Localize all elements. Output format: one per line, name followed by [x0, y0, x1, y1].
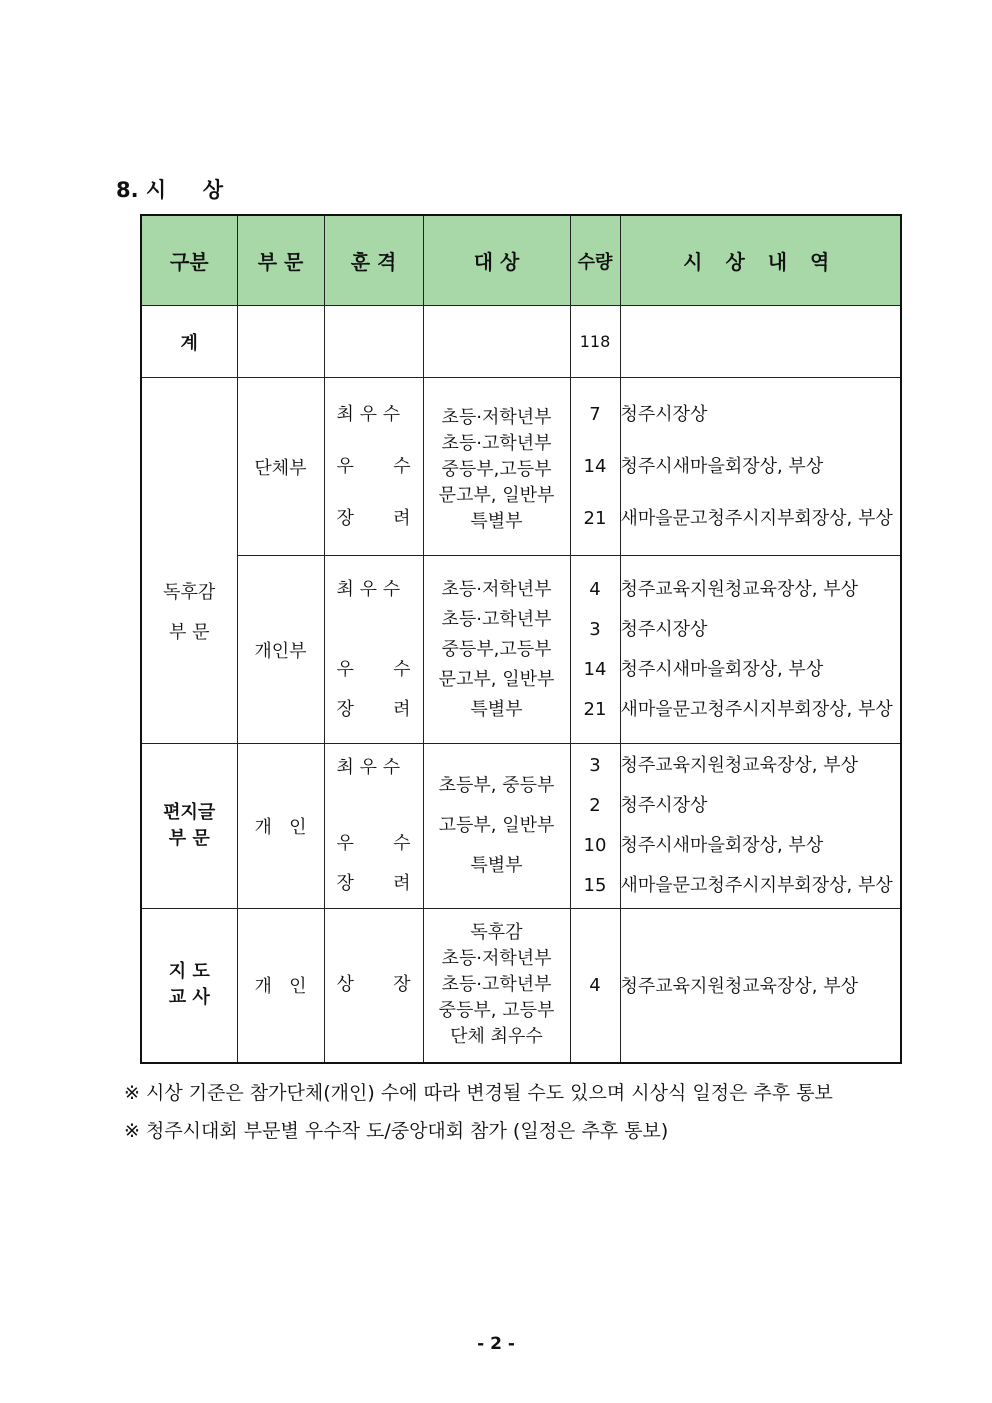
- grade-line: [325, 447, 423, 487]
- grade-text: 우: [336, 658, 354, 680]
- target-line: 중등부,고등부: [441, 458, 552, 480]
- count-line: 21: [583, 698, 607, 720]
- total-label: 계: [141, 306, 237, 378]
- letter-targets: [423, 744, 570, 909]
- target-line: 초등·저학년부: [441, 406, 552, 428]
- target-line: 중등부, 고등부: [438, 1000, 555, 1022]
- target-line: 독후감: [470, 922, 523, 944]
- teacher-section-label: [141, 909, 237, 1063]
- grade-line: [325, 650, 423, 690]
- award-line: 청주시새마을회장상, 부상: [620, 835, 824, 856]
- section-name-line: 부 문: [168, 828, 210, 849]
- grade-line: [325, 824, 423, 864]
- award-line: 청주시장상: [620, 618, 708, 640]
- award-line: 청주시장상: [620, 403, 708, 425]
- grade-text: 려: [393, 873, 411, 894]
- header-category: 구분: [141, 215, 237, 306]
- count-line: 14: [583, 658, 607, 680]
- award-line: 청주교육지원청교육장상, 부상: [620, 578, 858, 600]
- award-line: 청주시새마을회장상, 부상: [620, 455, 824, 477]
- header-award: 시 상 내 역: [620, 215, 901, 306]
- grade-line: [325, 395, 423, 435]
- section-name-line: 독후감: [163, 581, 216, 603]
- target-line: 초등부, 중등부: [438, 775, 555, 796]
- page-number: - 2 -: [477, 1334, 515, 1354]
- teacher-award: 청주교육지원청교육장상, 부상: [620, 909, 901, 1063]
- award-line: 청주시장상: [620, 795, 708, 816]
- target-line: 문고부, 일반부: [438, 668, 555, 690]
- grade-text: 장: [393, 974, 411, 996]
- header-count: 수량: [570, 215, 620, 306]
- grade-line: [325, 499, 423, 539]
- grade-text: 장: [336, 507, 354, 529]
- individual-targets: [423, 556, 570, 744]
- grade-text: 수: [393, 833, 411, 854]
- teacher-grade: [324, 909, 423, 1063]
- total-empty: [324, 306, 423, 378]
- grade-text: 우: [336, 455, 354, 477]
- grade-text: 최 우 수: [336, 578, 401, 600]
- count-line: 15: [583, 875, 607, 896]
- grade-line: [325, 965, 423, 1005]
- individual-counts: [570, 556, 620, 744]
- grade-line: [325, 864, 423, 904]
- grade-line: [325, 690, 423, 730]
- reading-individual-row: [141, 556, 901, 744]
- award-line: 새마을문고청주시지부회장상, 부상: [620, 698, 893, 720]
- header-grade: 훈 격: [324, 215, 423, 306]
- teacher-row: [141, 909, 901, 1063]
- notes: [124, 1074, 833, 1150]
- letter-counts: [570, 744, 620, 909]
- group-awards: [620, 378, 901, 556]
- total-row: [141, 306, 901, 378]
- target-line: 문고부, 일반부: [438, 484, 555, 506]
- grade-text: 려: [393, 698, 411, 720]
- header-division: 부 문: [237, 215, 324, 306]
- count-line: 3: [589, 618, 601, 640]
- count-line: 10: [583, 835, 607, 856]
- teacher-count: 4: [570, 909, 620, 1063]
- section-heading: 8. 시 상: [116, 178, 224, 202]
- note-line: ※ 시상 기준은 참가단체(개인) 수에 따라 변경될 수도 있으며 시상식 일정은 추후 통보: [124, 1082, 833, 1104]
- award-line: 새마을문고청주시지부회장상, 부상: [620, 507, 893, 529]
- group-division: 단체부: [237, 378, 324, 556]
- count-line: 21: [583, 507, 607, 529]
- count-line: 4: [589, 578, 601, 600]
- total-count: 118: [570, 306, 620, 378]
- grade-text: 최 우 수: [336, 757, 401, 778]
- group-targets: [423, 378, 570, 556]
- grade-line: [325, 748, 423, 788]
- award-line: 청주시새마을회장상, 부상: [620, 658, 824, 680]
- grade-text: 우: [336, 833, 354, 854]
- target-line: 초등·저학년부: [441, 948, 552, 970]
- letter-grades: [324, 744, 423, 909]
- grade-text: 수: [393, 658, 411, 680]
- group-counts: [570, 378, 620, 556]
- note-line: ※ 청주시대회 부문별 우수작 도/중앙대회 참가 (일정은 추후 통보): [124, 1120, 669, 1142]
- target-line: 중등부,고등부: [441, 638, 552, 660]
- letter-awards: [620, 744, 901, 909]
- header-row: [141, 215, 901, 306]
- count-line: 2: [589, 795, 601, 816]
- grade-text: 최 우 수: [336, 403, 401, 425]
- section-name-line: 지 도: [168, 961, 210, 983]
- letter-row: [141, 744, 901, 909]
- award-line: 새마을문고청주시지부회장상, 부상: [620, 875, 893, 896]
- section-name-line: 부 문: [169, 621, 210, 643]
- teacher-targets: [423, 909, 570, 1063]
- letter-section-label: [141, 744, 237, 909]
- target-line: 단체 최우수: [450, 1026, 543, 1048]
- total-empty: [620, 306, 901, 378]
- letter-division: 개 인: [237, 744, 324, 909]
- target-line: 초등·고학년부: [441, 608, 552, 630]
- grade-text: 수: [393, 455, 411, 477]
- grade-text: 장: [336, 873, 354, 894]
- award-line: 청주교육지원청교육장상, 부상: [620, 755, 858, 776]
- target-line: 초등·저학년부: [441, 578, 552, 600]
- individual-division: 개인부: [237, 556, 324, 744]
- total-empty: [237, 306, 324, 378]
- individual-grades: [324, 556, 423, 744]
- count-line: 7: [589, 403, 601, 425]
- section-name-line: 편지글: [163, 802, 216, 823]
- target-line: 특별부: [470, 510, 523, 532]
- grade-text: 장: [336, 698, 354, 720]
- count-line: 3: [589, 755, 601, 776]
- section-name-line: 교 사: [168, 987, 210, 1009]
- count-line: 14: [583, 455, 607, 477]
- target-line: 초등·고학년부: [441, 974, 552, 996]
- total-empty: [423, 306, 570, 378]
- individual-awards: [620, 556, 901, 744]
- teacher-division: 개 인: [237, 909, 324, 1063]
- group-grades: [324, 378, 423, 556]
- grade-line: [325, 570, 423, 610]
- target-line: 초등·고학년부: [441, 432, 552, 454]
- grade-text: 려: [393, 507, 411, 529]
- grade-text: 상: [336, 974, 354, 996]
- target-line: 고등부, 일반부: [438, 815, 555, 836]
- reading-section-label: [141, 378, 237, 744]
- target-line: 특별부: [470, 855, 523, 876]
- reading-group-row: [141, 378, 901, 556]
- target-line: 특별부: [470, 698, 523, 720]
- award-table: [140, 214, 902, 1064]
- header-target: 대 상: [423, 215, 570, 306]
